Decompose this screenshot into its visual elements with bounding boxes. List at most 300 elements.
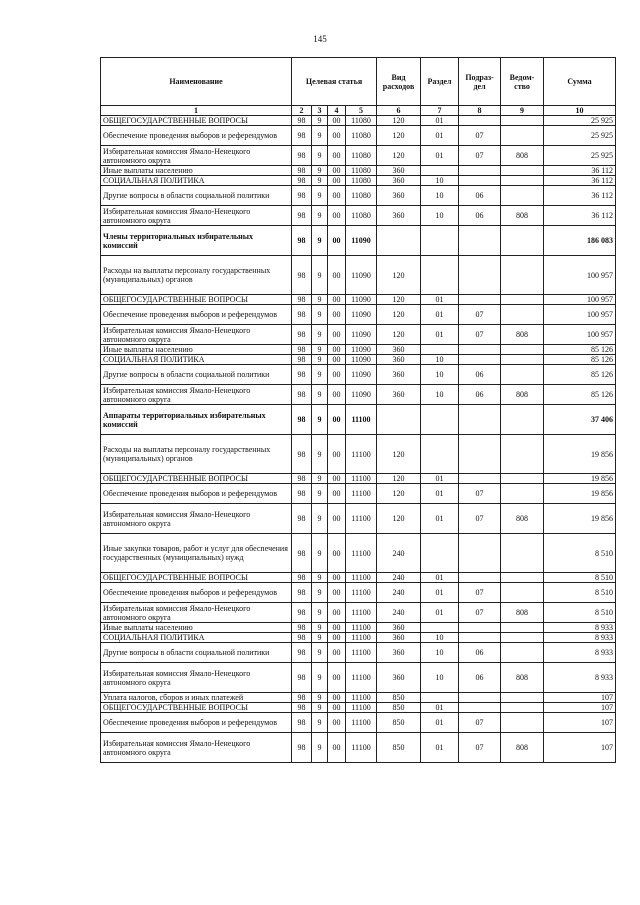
target-code-4: 11100: [346, 583, 377, 603]
table-row: [101, 295, 616, 305]
table-row: [101, 186, 616, 206]
row-name: Избирательная комиссия Ямало-Ненецкого автономного округа: [101, 325, 292, 345]
row-name: Другие вопросы в области социальной политики: [101, 643, 292, 663]
target-code-2: 9: [312, 325, 328, 345]
target-code-2: 9: [312, 385, 328, 405]
amount: 100 957: [544, 325, 616, 345]
table-row: [101, 405, 616, 435]
target-code-3: 00: [328, 295, 346, 305]
target-code-4: 11100: [346, 474, 377, 484]
department-code: [501, 365, 544, 385]
row-name: Члены территориальных избирательных комиссий: [101, 226, 292, 256]
section-code: 10: [421, 355, 459, 365]
department-code: 808: [501, 146, 544, 166]
target-code-3: 00: [328, 733, 346, 763]
amount: 107: [544, 733, 616, 763]
amount: 36 112: [544, 176, 616, 186]
department-code: 808: [501, 206, 544, 226]
expense-type: 240: [377, 534, 421, 573]
subsection-code: 06: [459, 186, 501, 206]
amount: 36 112: [544, 166, 616, 176]
target-code-1: 98: [292, 693, 312, 703]
target-code-4: 11100: [346, 643, 377, 663]
row-name: Иные выплаты населению: [101, 166, 292, 176]
department-code: [501, 643, 544, 663]
target-code-4: 11080: [346, 166, 377, 176]
row-name: Иные закупки товаров, работ и услуг для обеспечения государственных (муниципальных) нужд: [101, 534, 292, 573]
target-code-1: 98: [292, 573, 312, 583]
row-name: ОБЩЕГОСУДАРСТВЕННЫЕ ВОПРОСЫ: [101, 116, 292, 126]
amount: 8 933: [544, 663, 616, 693]
target-code-3: 00: [328, 166, 346, 176]
target-code-1: 98: [292, 206, 312, 226]
target-code-4: 11080: [346, 146, 377, 166]
column-number: 3: [312, 106, 328, 116]
header-department: Ведом-ство: [501, 58, 544, 106]
target-code-4: 11100: [346, 573, 377, 583]
row-name: Расходы на выплаты персоналу государственных (муниципальных) органов: [101, 256, 292, 295]
target-code-3: 00: [328, 573, 346, 583]
department-code: [501, 226, 544, 256]
subsection-code: [459, 633, 501, 643]
department-code: 808: [501, 663, 544, 693]
subsection-code: 07: [459, 583, 501, 603]
target-code-1: 98: [292, 435, 312, 474]
target-code-3: 00: [328, 713, 346, 733]
target-code-4: 11100: [346, 713, 377, 733]
table-row: [101, 355, 616, 365]
target-code-4: 11100: [346, 633, 377, 643]
header-subsection: Подраз-дел: [459, 58, 501, 106]
table-row: [101, 474, 616, 484]
target-code-2: 9: [312, 435, 328, 474]
expense-type: 120: [377, 146, 421, 166]
target-code-4: 11100: [346, 703, 377, 713]
subsection-code: [459, 703, 501, 713]
target-code-1: 98: [292, 256, 312, 295]
amount: 25 925: [544, 116, 616, 126]
target-code-2: 9: [312, 623, 328, 633]
amount: 107: [544, 693, 616, 703]
subsection-code: [459, 116, 501, 126]
amount: 19 856: [544, 484, 616, 504]
target-code-4: 11090: [346, 355, 377, 365]
expense-type: 360: [377, 186, 421, 206]
target-code-1: 98: [292, 534, 312, 573]
target-code-4: 11100: [346, 693, 377, 703]
amount: 25 925: [544, 146, 616, 166]
row-name: Аппараты территориальных избирательных комиссий: [101, 405, 292, 435]
expense-type: 240: [377, 583, 421, 603]
subsection-code: [459, 355, 501, 365]
department-code: [501, 295, 544, 305]
amount: 19 856: [544, 474, 616, 484]
subsection-code: 07: [459, 305, 501, 325]
target-code-4: 11080: [346, 186, 377, 206]
row-name: Избирательная комиссия Ямало-Ненецкого автономного округа: [101, 663, 292, 693]
target-code-1: 98: [292, 365, 312, 385]
row-name: ОБЩЕГОСУДАРСТВЕННЫЕ ВОПРОСЫ: [101, 703, 292, 713]
target-code-1: 98: [292, 385, 312, 405]
column-number: 5: [346, 106, 377, 116]
subsection-code: [459, 176, 501, 186]
target-code-2: 9: [312, 633, 328, 643]
target-code-3: 00: [328, 206, 346, 226]
target-code-1: 98: [292, 166, 312, 176]
subsection-code: [459, 474, 501, 484]
target-code-3: 00: [328, 583, 346, 603]
department-code: [501, 176, 544, 186]
target-code-3: 00: [328, 146, 346, 166]
table-row: [101, 733, 616, 763]
section-code: [421, 623, 459, 633]
target-code-2: 9: [312, 534, 328, 573]
expense-type: 120: [377, 126, 421, 146]
section-code: [421, 534, 459, 573]
row-name: Избирательная комиссия Ямало-Ненецкого автономного округа: [101, 146, 292, 166]
target-code-3: 00: [328, 116, 346, 126]
amount: 8 510: [544, 603, 616, 623]
target-code-4: 11090: [346, 226, 377, 256]
amount: 19 856: [544, 435, 616, 474]
target-code-1: 98: [292, 146, 312, 166]
subsection-code: [459, 295, 501, 305]
column-number: 4: [328, 106, 346, 116]
section-code: 01: [421, 484, 459, 504]
table-row: [101, 325, 616, 345]
subsection-code: [459, 256, 501, 295]
section-code: [421, 345, 459, 355]
target-code-1: 98: [292, 733, 312, 763]
target-code-3: 00: [328, 603, 346, 623]
target-code-4: 11090: [346, 256, 377, 295]
target-code-1: 98: [292, 663, 312, 693]
table-row: [101, 206, 616, 226]
target-code-2: 9: [312, 583, 328, 603]
section-code: 01: [421, 573, 459, 583]
target-code-2: 9: [312, 733, 328, 763]
expense-type: 240: [377, 603, 421, 623]
subsection-code: 07: [459, 126, 501, 146]
department-code: [501, 116, 544, 126]
target-code-1: 98: [292, 703, 312, 713]
target-code-1: 98: [292, 633, 312, 643]
row-name: СОЦИАЛЬНАЯ ПОЛИТИКА: [101, 176, 292, 186]
amount: 8 510: [544, 573, 616, 583]
row-name: Обеспечение проведения выборов и референдумов: [101, 713, 292, 733]
amount: 37 406: [544, 405, 616, 435]
target-code-3: 00: [328, 534, 346, 573]
target-code-3: 00: [328, 126, 346, 146]
header-row: [101, 58, 616, 106]
section-code: [421, 435, 459, 474]
target-code-4: 11080: [346, 126, 377, 146]
table-row: [101, 256, 616, 295]
target-code-2: 9: [312, 365, 328, 385]
target-code-1: 98: [292, 603, 312, 623]
target-code-2: 9: [312, 126, 328, 146]
table-row: [101, 435, 616, 474]
department-code: [501, 186, 544, 206]
expense-type: 360: [377, 633, 421, 643]
expense-type: 360: [377, 643, 421, 663]
target-code-3: 00: [328, 633, 346, 643]
department-code: [501, 573, 544, 583]
target-code-4: 11100: [346, 504, 377, 534]
subsection-code: [459, 693, 501, 703]
target-code-3: 00: [328, 693, 346, 703]
target-code-4: 11090: [346, 305, 377, 325]
expense-type: 360: [377, 663, 421, 693]
target-code-1: 98: [292, 504, 312, 534]
target-code-2: 9: [312, 206, 328, 226]
section-code: 01: [421, 116, 459, 126]
amount: 85 126: [544, 365, 616, 385]
target-code-1: 98: [292, 713, 312, 733]
target-code-3: 00: [328, 484, 346, 504]
target-code-4: 11100: [346, 405, 377, 435]
amount: 8 510: [544, 583, 616, 603]
expense-type: 120: [377, 435, 421, 474]
target-code-3: 00: [328, 504, 346, 534]
subsection-code: [459, 534, 501, 573]
department-code: [501, 623, 544, 633]
row-name: СОЦИАЛЬНАЯ ПОЛИТИКА: [101, 355, 292, 365]
section-code: 01: [421, 703, 459, 713]
row-name: Обеспечение проведения выборов и референдумов: [101, 583, 292, 603]
table-row: [101, 385, 616, 405]
subsection-code: 07: [459, 733, 501, 763]
row-name: Избирательная комиссия Ямало-Ненецкого автономного округа: [101, 733, 292, 763]
table-row: [101, 226, 616, 256]
target-code-1: 98: [292, 325, 312, 345]
table-row: [101, 176, 616, 186]
table-row: [101, 693, 616, 703]
subsection-code: 06: [459, 385, 501, 405]
section-code: 10: [421, 186, 459, 206]
expense-type: 120: [377, 256, 421, 295]
expense-type: 120: [377, 474, 421, 484]
section-code: 01: [421, 295, 459, 305]
target-code-2: 9: [312, 573, 328, 583]
target-code-1: 98: [292, 116, 312, 126]
target-code-1: 98: [292, 623, 312, 633]
department-code: [501, 633, 544, 643]
table-row: [101, 116, 616, 126]
section-code: 01: [421, 583, 459, 603]
subsection-code: 07: [459, 484, 501, 504]
target-code-1: 98: [292, 126, 312, 146]
table-row: [101, 603, 616, 623]
department-code: [501, 405, 544, 435]
amount: 36 112: [544, 186, 616, 206]
header-sum: Сумма: [544, 58, 616, 106]
table-row: [101, 126, 616, 146]
row-name: Обеспечение проведения выборов и референдумов: [101, 484, 292, 504]
expense-type: 120: [377, 325, 421, 345]
expense-type: 360: [377, 623, 421, 633]
expense-type: 850: [377, 733, 421, 763]
target-code-1: 98: [292, 176, 312, 186]
section-code: 01: [421, 474, 459, 484]
section-code: 01: [421, 603, 459, 623]
column-number: 9: [501, 106, 544, 116]
target-code-1: 98: [292, 295, 312, 305]
row-name: Обеспечение проведения выборов и референдумов: [101, 126, 292, 146]
row-name: СОЦИАЛЬНАЯ ПОЛИТИКА: [101, 633, 292, 643]
row-name: Другие вопросы в области социальной политики: [101, 365, 292, 385]
expense-type: 360: [377, 345, 421, 355]
section-code: [421, 166, 459, 176]
target-code-2: 9: [312, 663, 328, 693]
amount: 85 126: [544, 345, 616, 355]
target-code-2: 9: [312, 176, 328, 186]
target-code-4: 11090: [346, 365, 377, 385]
target-code-2: 9: [312, 504, 328, 534]
target-code-3: 00: [328, 325, 346, 345]
target-code-2: 9: [312, 693, 328, 703]
target-code-4: 11100: [346, 733, 377, 763]
subsection-code: 07: [459, 504, 501, 534]
amount: 8 933: [544, 623, 616, 633]
amount: 36 112: [544, 206, 616, 226]
amount: 107: [544, 703, 616, 713]
amount: 100 957: [544, 256, 616, 295]
section-code: 01: [421, 325, 459, 345]
subsection-code: 06: [459, 643, 501, 663]
department-code: 808: [501, 603, 544, 623]
table-row: [101, 146, 616, 166]
expense-type: 850: [377, 703, 421, 713]
expense-type: 120: [377, 295, 421, 305]
section-code: [421, 256, 459, 295]
expense-type: 360: [377, 365, 421, 385]
row-name: Другие вопросы в области социальной политики: [101, 186, 292, 206]
section-code: [421, 226, 459, 256]
department-code: [501, 355, 544, 365]
column-number: 8: [459, 106, 501, 116]
expense-type: 120: [377, 305, 421, 325]
department-code: [501, 435, 544, 474]
department-code: [501, 474, 544, 484]
expense-type: 120: [377, 504, 421, 534]
department-code: [501, 166, 544, 176]
department-code: 808: [501, 325, 544, 345]
target-code-2: 9: [312, 256, 328, 295]
row-name: Избирательная комиссия Ямало-Ненецкого автономного округа: [101, 206, 292, 226]
target-code-2: 9: [312, 345, 328, 355]
target-code-2: 9: [312, 226, 328, 256]
target-code-3: 00: [328, 186, 346, 206]
budget-table: [100, 57, 616, 763]
department-code: [501, 256, 544, 295]
amount: 85 126: [544, 355, 616, 365]
section-code: 10: [421, 643, 459, 663]
target-code-1: 98: [292, 345, 312, 355]
section-code: 10: [421, 663, 459, 693]
department-code: [501, 305, 544, 325]
amount: 100 957: [544, 295, 616, 305]
target-code-2: 9: [312, 603, 328, 623]
target-code-2: 9: [312, 713, 328, 733]
table-row: [101, 623, 616, 633]
target-code-1: 98: [292, 186, 312, 206]
column-number: 7: [421, 106, 459, 116]
section-code: 01: [421, 713, 459, 733]
target-code-3: 00: [328, 643, 346, 663]
table-row: [101, 713, 616, 733]
target-code-2: 9: [312, 146, 328, 166]
subsection-code: 07: [459, 146, 501, 166]
row-name: Избирательная комиссия Ямало-Ненецкого автономного округа: [101, 385, 292, 405]
target-code-1: 98: [292, 355, 312, 365]
row-name: Расходы на выплаты персоналу государственных (муниципальных) органов: [101, 435, 292, 474]
row-name: Обеспечение проведения выборов и референдумов: [101, 305, 292, 325]
amount: 100 957: [544, 305, 616, 325]
subsection-code: [459, 226, 501, 256]
expense-type: [377, 405, 421, 435]
target-code-4: 11100: [346, 623, 377, 633]
target-code-2: 9: [312, 295, 328, 305]
header-name: Наименование: [101, 58, 292, 106]
table-row: [101, 305, 616, 325]
department-code: [501, 534, 544, 573]
table-row: [101, 534, 616, 573]
row-name: ОБЩЕГОСУДАРСТВЕННЫЕ ВОПРОСЫ: [101, 573, 292, 583]
target-code-3: 00: [328, 474, 346, 484]
table-row: [101, 365, 616, 385]
target-code-1: 98: [292, 405, 312, 435]
department-code: 808: [501, 504, 544, 534]
target-code-3: 00: [328, 305, 346, 325]
subsection-code: 06: [459, 206, 501, 226]
section-code: 01: [421, 504, 459, 534]
amount: 8 933: [544, 643, 616, 663]
expense-type: 240: [377, 573, 421, 583]
amount: 186 083: [544, 226, 616, 256]
section-code: [421, 693, 459, 703]
amount: 85 126: [544, 385, 616, 405]
subsection-code: 07: [459, 325, 501, 345]
target-code-4: 11100: [346, 534, 377, 573]
department-code: 808: [501, 385, 544, 405]
target-code-2: 9: [312, 474, 328, 484]
target-code-2: 9: [312, 355, 328, 365]
department-code: [501, 126, 544, 146]
row-name: Избирательная комиссия Ямало-Ненецкого автономного округа: [101, 603, 292, 623]
department-code: [501, 693, 544, 703]
target-code-4: 11100: [346, 435, 377, 474]
department-code: [501, 703, 544, 713]
subsection-code: [459, 573, 501, 583]
target-code-2: 9: [312, 703, 328, 713]
target-code-2: 9: [312, 643, 328, 663]
row-name: Иные выплаты населению: [101, 345, 292, 355]
target-code-1: 98: [292, 583, 312, 603]
table-row: [101, 484, 616, 504]
expense-type: 360: [377, 355, 421, 365]
column-number: 10: [544, 106, 616, 116]
target-code-4: 11090: [346, 385, 377, 405]
column-number-row: [101, 106, 616, 116]
department-code: 808: [501, 733, 544, 763]
target-code-2: 9: [312, 484, 328, 504]
expense-type: 360: [377, 385, 421, 405]
department-code: [501, 345, 544, 355]
amount: 8 933: [544, 633, 616, 643]
target-code-3: 00: [328, 176, 346, 186]
section-code: 01: [421, 126, 459, 146]
